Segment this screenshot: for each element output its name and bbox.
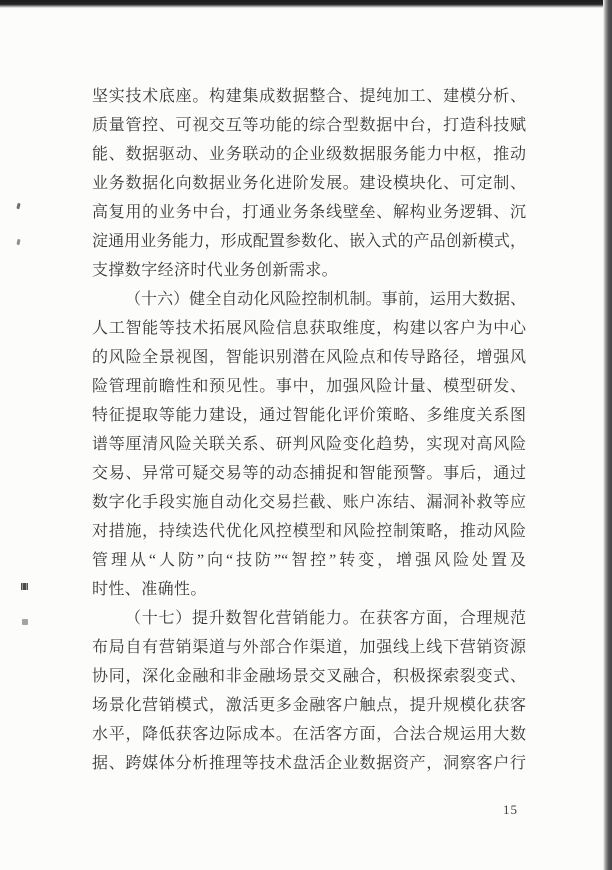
text-line: 水平，降低获客边际成本。在活客方面，合法合规运用大数 bbox=[92, 726, 526, 743]
text-line: 业务数据化向数据业务化进阶发展。建设模块化、可定制、 bbox=[92, 175, 526, 192]
text-line-section-17: （十七）提升数智化营销能力。在获客方面，合理规范 bbox=[125, 610, 526, 627]
text-line: 谱等厘清风险关联关系、研判风险变化趋势，实现对高风险 bbox=[92, 436, 526, 453]
text-line: 淀通用业务能力，形成配置参数化、嵌入式的产品创新模式， bbox=[92, 233, 526, 250]
text-line: 管理从“人防”向“技防”“智控”转变，增强风险处置及 bbox=[92, 552, 526, 569]
scan-speck bbox=[21, 583, 28, 590]
page-number: 15 bbox=[503, 802, 518, 817]
text-line: 交易、异常可疑交易等的动态捕捉和智能预警。事后，通过 bbox=[92, 465, 526, 482]
text-line: 坚实技术底座。构建集成数据整合、提纯加工、建模分析、 bbox=[92, 88, 526, 105]
text-line-section-16: （十六）健全自动化风险控制机制。事前，运用大数据、 bbox=[125, 291, 526, 308]
text-line: 的风险全景视图，智能识别潜在风险点和传导路径，增强风 bbox=[92, 349, 526, 366]
text-line: 据、跨媒体分析推理等技术盘活企业数据资产，洞察客户行 bbox=[92, 755, 526, 772]
text-line: 高复用的业务中台，打通业务条线壁垒、解构业务逻辑、沉 bbox=[92, 204, 526, 221]
document-body bbox=[92, 82, 526, 778]
scan-speck bbox=[16, 203, 20, 210]
scan-speck bbox=[22, 619, 28, 625]
text-line: 支撑数字经济时代业务创新需求。 bbox=[92, 262, 339, 279]
text-line: 对措施，持续迭代优化风控模型和风险控制策略，推动风险 bbox=[92, 523, 526, 540]
text-line: 场景化营销模式，激活更多金融客户触点，提升规模化获客 bbox=[92, 697, 526, 714]
text-line: 特征提取等能力建设，通过智能化评价策略、多维度关系图 bbox=[92, 407, 526, 424]
scan-edge-right bbox=[603, 0, 612, 870]
text-line: 协同，深化金融和非金融场景交叉融合，积极探索裂变式、 bbox=[92, 668, 526, 685]
text-line: 数字化手段实施自动化交易拦截、账户冻结、漏洞补救等应 bbox=[92, 494, 526, 511]
scan-edge-top bbox=[0, 0, 612, 8]
text-line: 人工智能等技术拓展风险信息获取维度，构建以客户为中心 bbox=[92, 320, 526, 337]
scan-speck bbox=[16, 239, 20, 245]
text-line: 能、数据驱动、业务联动的企业级数据服务能力中枢，推动 bbox=[92, 146, 526, 163]
text-line: 险管理前瞻性和预见性。事中，加强风险计量、模型研发、 bbox=[92, 378, 526, 395]
text-line: 时性、准确性。 bbox=[92, 581, 207, 598]
text-line: 质量管控、可视交互等功能的综合型数据中台，打造科技赋 bbox=[92, 117, 526, 134]
text-line: 布局自有营销渠道与外部合作渠道，加强线上线下营销资源 bbox=[92, 639, 526, 656]
